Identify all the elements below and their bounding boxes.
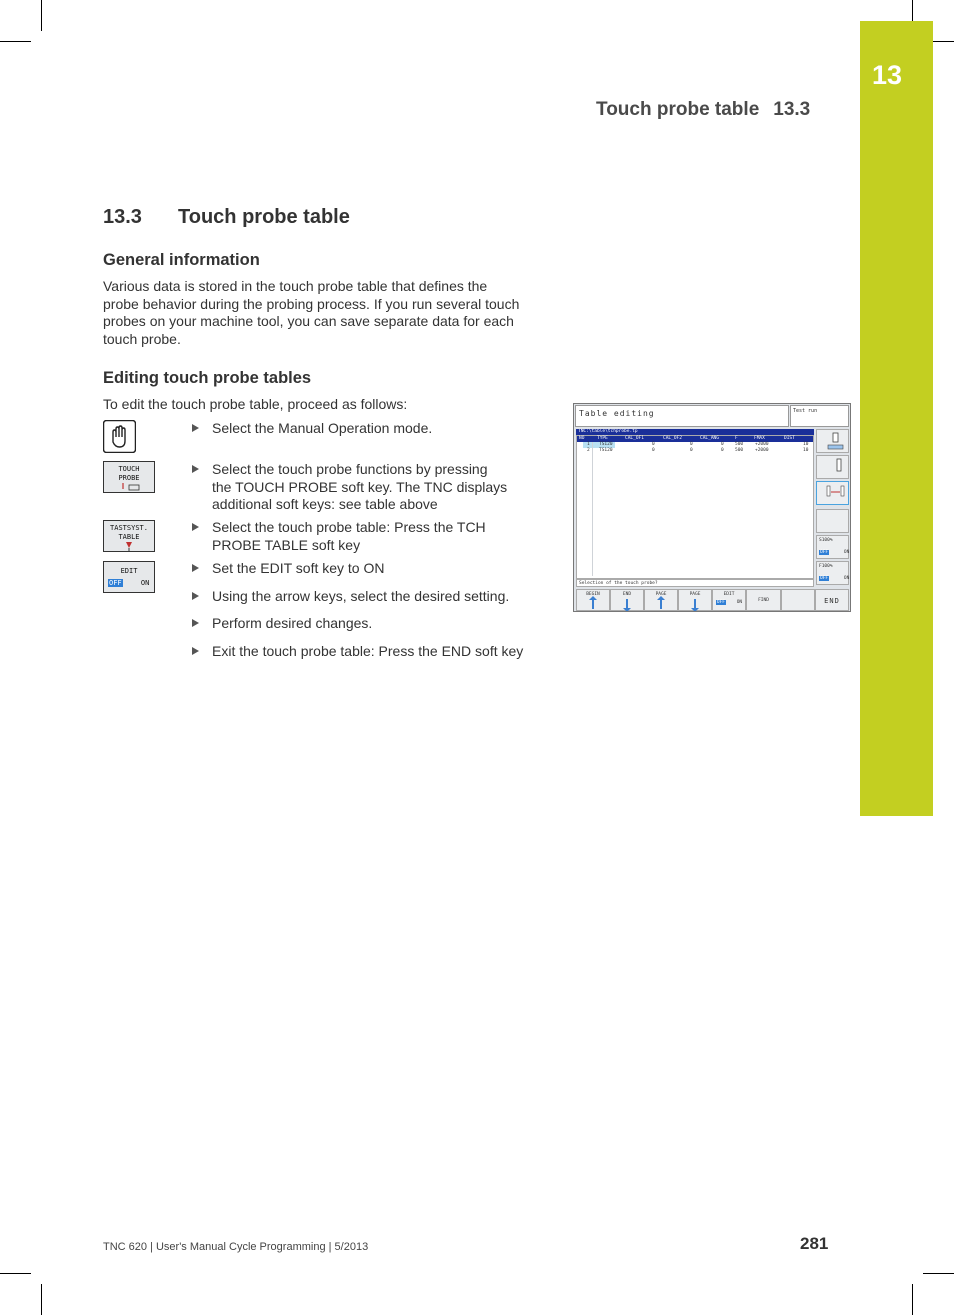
off-indicator: OFF bbox=[109, 579, 122, 587]
bullet-triangle-icon bbox=[192, 592, 199, 600]
crop-mark bbox=[0, 1273, 31, 1274]
page-up-softkey[interactable] bbox=[644, 589, 678, 611]
step-item bbox=[192, 461, 537, 514]
probe-icon-button[interactable] bbox=[816, 481, 849, 505]
screen-title: Table editing bbox=[575, 405, 789, 427]
file-path: TNC:\table\tchprobe.tp bbox=[576, 429, 814, 435]
footer-text: TNC 620 | User's Manual Cycle Programming | 5/2013 bbox=[103, 1241, 369, 1253]
bullet-triangle-icon bbox=[192, 523, 199, 531]
table-cell: 500 bbox=[735, 448, 744, 453]
hand-icon bbox=[103, 420, 136, 453]
table-cell: +2000 bbox=[755, 448, 769, 453]
section-title bbox=[103, 206, 350, 229]
running-header-section: 13.3 bbox=[773, 99, 811, 120]
empty-softkey[interactable] bbox=[781, 589, 815, 611]
table-cell: 0 bbox=[690, 448, 693, 453]
table-cell: 0 bbox=[721, 442, 724, 447]
step-text: Select the touch probe table: Press the TCH bbox=[212, 519, 486, 535]
arrow-down-icon bbox=[694, 599, 696, 609]
tool-icon bbox=[817, 456, 848, 478]
table-cell: 0 bbox=[690, 442, 693, 447]
column-header: DIST bbox=[784, 436, 795, 441]
step-text: additional soft keys: see table above bbox=[212, 496, 438, 513]
step-text: the TOUCH PROBE soft key. The TNC displays bbox=[212, 478, 508, 495]
empty-side-button[interactable] bbox=[816, 509, 849, 533]
edit-softkey-screen[interactable] bbox=[712, 589, 746, 611]
chapter-tab bbox=[860, 21, 933, 816]
spindle-override-button[interactable] bbox=[816, 535, 849, 559]
paragraph-line: Various data is stored in the touch probe table that defines the bbox=[103, 278, 488, 294]
table-cell: 0 bbox=[652, 448, 655, 453]
softkey-label: EDIT bbox=[723, 592, 735, 597]
spindle-icon bbox=[817, 430, 848, 452]
step-text: Select the Manual Operation mode. bbox=[212, 420, 433, 436]
paragraph-line: probes on your machine tool, you can save separate data for each bbox=[103, 313, 514, 330]
step-item bbox=[192, 615, 537, 633]
step-item bbox=[192, 519, 537, 554]
general-heading: General information bbox=[103, 251, 260, 269]
edit-softkey[interactable] bbox=[103, 561, 155, 593]
off-indicator: OFF bbox=[820, 550, 829, 555]
arrow-down-icon bbox=[626, 599, 628, 609]
table-cell: 500 bbox=[735, 442, 744, 447]
feed-override-button[interactable] bbox=[816, 561, 849, 585]
paragraph-line: probe behavior during the probing process. If you run several touch bbox=[103, 295, 520, 312]
touch-probe-softkey[interactable] bbox=[103, 461, 155, 493]
s-override-label: S100% bbox=[819, 538, 833, 543]
crop-mark bbox=[0, 41, 31, 42]
arrow-up-icon bbox=[660, 599, 662, 609]
step-item bbox=[192, 588, 537, 606]
side-panel bbox=[816, 429, 849, 586]
begin-softkey[interactable] bbox=[576, 589, 610, 611]
column-header: F bbox=[735, 436, 738, 441]
step-text: Perform desired changes. bbox=[212, 615, 373, 631]
page-number: 281 bbox=[800, 1234, 829, 1253]
page-down-softkey[interactable] bbox=[678, 589, 712, 611]
softkey-label: PAGE bbox=[689, 592, 701, 597]
softkey-label: BEGIN bbox=[586, 592, 600, 597]
softkey-label: PROBE bbox=[118, 474, 140, 482]
softkey-label: TABLE bbox=[118, 533, 140, 541]
softkey-label: TASTSYST. bbox=[110, 524, 148, 532]
paragraph-line: touch probe. bbox=[103, 330, 181, 347]
table-cell: TS120 bbox=[599, 442, 613, 447]
editing-intro: To edit the touch probe table, proceed as follows: bbox=[103, 396, 408, 412]
column-header: CAL_ANG bbox=[700, 436, 719, 441]
editing-heading: Editing touch probe tables bbox=[103, 369, 312, 387]
table-cell: 2 bbox=[587, 448, 590, 453]
find-softkey[interactable] bbox=[746, 589, 781, 611]
column-header: TYPE bbox=[597, 436, 608, 441]
column-header: NO bbox=[579, 436, 585, 441]
bullet-triangle-icon bbox=[192, 647, 199, 655]
table-cell: 1 bbox=[587, 442, 590, 447]
column-header: CAL_OF1 bbox=[625, 436, 644, 441]
softkey-label: END bbox=[622, 592, 632, 597]
step-item bbox=[192, 643, 552, 661]
probe-table[interactable] bbox=[576, 435, 814, 579]
crop-mark bbox=[41, 0, 42, 31]
table-cell: +2000 bbox=[755, 442, 769, 447]
off-indicator: OFF bbox=[716, 600, 725, 605]
on-indicator: ON bbox=[736, 600, 743, 605]
probe-icon bbox=[124, 542, 134, 551]
probe-icon bbox=[117, 483, 141, 491]
table-cell: 10 bbox=[803, 448, 809, 453]
tastsyst-table-softkey[interactable] bbox=[103, 520, 155, 552]
table-cell: TS120 bbox=[599, 448, 613, 453]
running-header bbox=[596, 99, 810, 121]
softkey-label: END bbox=[824, 597, 840, 605]
table-cell: 10 bbox=[803, 442, 809, 447]
step-item bbox=[192, 560, 537, 578]
softkey-label: PAGE bbox=[655, 592, 667, 597]
crop-mark bbox=[923, 1273, 954, 1274]
on-indicator: ON bbox=[140, 579, 150, 587]
chapter-number: 13 bbox=[872, 60, 903, 90]
tnc-screenshot bbox=[573, 403, 851, 612]
column-divider bbox=[592, 442, 593, 576]
crop-mark bbox=[41, 1284, 42, 1315]
probe-icon bbox=[817, 482, 848, 504]
screen-mode: Test run bbox=[790, 405, 849, 427]
step-text: Set the EDIT soft key to ON bbox=[212, 560, 385, 576]
bullet-triangle-icon bbox=[192, 465, 199, 473]
step-text: PROBE TABLE soft key bbox=[212, 536, 361, 553]
axis-icon-button[interactable] bbox=[816, 455, 849, 479]
general-paragraph bbox=[103, 278, 543, 348]
running-header-title: Touch probe table bbox=[596, 99, 760, 120]
off-indicator: OFF bbox=[820, 576, 829, 581]
bullet-triangle-icon bbox=[192, 424, 199, 432]
end-softkey[interactable] bbox=[610, 589, 644, 611]
f-override-label: F100% bbox=[819, 564, 833, 569]
end-table-softkey[interactable] bbox=[815, 589, 849, 611]
manual-operation-key[interactable] bbox=[103, 420, 136, 453]
softkey-label: TOUCH bbox=[118, 465, 140, 473]
section-title-text: Touch probe table bbox=[178, 206, 350, 228]
step-text: Exit the touch probe table: Press the END soft key bbox=[212, 643, 524, 659]
bullet-triangle-icon bbox=[192, 564, 199, 572]
arrow-up-icon bbox=[592, 599, 594, 609]
column-header: CAL_OF2 bbox=[663, 436, 682, 441]
on-indicator: ON bbox=[843, 550, 850, 555]
step-item bbox=[192, 420, 537, 438]
status-line: Selection of the touch probe? bbox=[576, 579, 814, 587]
column-header: FMAX bbox=[754, 436, 765, 441]
table-cell: 0 bbox=[721, 448, 724, 453]
step-text: Using the arrow keys, select the desired setting. bbox=[212, 588, 510, 604]
table-cell: 0 bbox=[652, 442, 655, 447]
crop-mark bbox=[912, 1284, 913, 1315]
step-text: Select the touch probe functions by pressing bbox=[212, 461, 488, 477]
bullet-triangle-icon bbox=[192, 619, 199, 627]
softkey-label: FIND bbox=[758, 598, 769, 603]
softkey-row bbox=[576, 589, 849, 611]
section-number: 13.3 bbox=[103, 206, 142, 228]
softkey-label: EDIT bbox=[120, 567, 138, 575]
machine-icon-button[interactable] bbox=[816, 429, 849, 453]
on-indicator: ON bbox=[843, 576, 850, 581]
